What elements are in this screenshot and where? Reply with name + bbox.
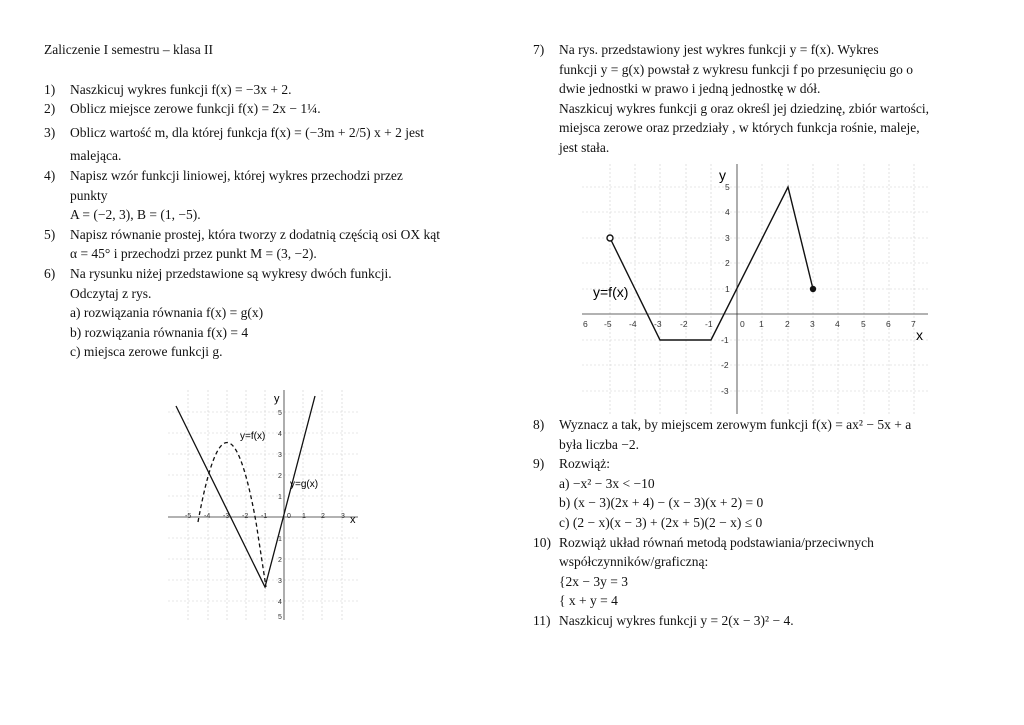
left-column: Zaliczenie I semestru – klasa II 1) Naszkicuj wykres funkcji f(x) = −3x + 2. 2) Oblicz miejsce zerowe funkcji f(x) = 2x − 1¼. 3) Oblicz wartość m, dla której funkcja f(x) = (−3m + 2/5) x + 2 jest malejąca. 4) Napisz wzór funkcji liniowej, której wykres przechodzi przez punkty A = (−2, 3), B = (1, −5). 5) Napisz równanie prostej, która tworzy z dodatnią częścią osi OX kąt α = 45° i przechodzi przez punkt M = (3, −2). 6) Na rysunku niżej przedstawione są wykresy dwóch funkcji. Odczytaj z rys. a) rozwiązania równania f(x) = g(x) b) rozwiązania równania f(x) = 4 c) miejsca zerowe funkcji g. — [44, 40, 484, 362]
y-axis-label: y — [719, 167, 726, 183]
task-2: 2) Oblicz miejsce zerowe funkcji f(x) = 2x − 1¼. — [44, 101, 321, 117]
x-tick: 6 — [886, 319, 891, 329]
x-tick: 6 — [583, 319, 588, 329]
graph-f-task7 — [578, 160, 934, 416]
task-1: 1) Naszkicuj wykres funkcji f(x) = −3x + 2. — [44, 81, 292, 97]
task-6: 6) Na rysunku niżej przedstawione są wykresy dwóch funkcji. — [44, 265, 392, 281]
x-tick: 0 — [287, 513, 291, 520]
open-endpoint — [607, 235, 613, 241]
x-tick: 7 — [911, 319, 916, 329]
y-tick: -3 — [721, 386, 729, 396]
x-tick: -5 — [604, 319, 612, 329]
y-tick: 1 — [278, 494, 282, 501]
task-10: 10) Rozwiąż układ równań metodą podstawiania/przeciwnych — [533, 534, 874, 550]
y-tick: 3 — [278, 452, 282, 459]
x-tick: -5 — [185, 513, 192, 520]
task-5: 5) Napisz równanie prostej, która tworzy z dodatnią częścią osi OX kąt — [44, 226, 440, 242]
y-tick: 2 — [278, 473, 282, 480]
x-tick: 3 — [341, 513, 345, 520]
task-4: 4) Napisz wzór funkcji liniowej, której wykres przechodzi przez — [44, 167, 403, 183]
y-tick: 4 — [278, 431, 282, 438]
x-tick: 1 — [302, 513, 306, 520]
g-label: y=g(x) — [290, 479, 319, 490]
x-tick: 3 — [810, 319, 815, 329]
y-tick: 2 — [725, 258, 730, 268]
task-3: 3) Oblicz wartość m, dla której funkcja f(x) = (−3m + 2/5) x + 2 jest — [44, 124, 424, 140]
y-tick: 4 — [725, 207, 730, 217]
x-tick: -3 — [223, 513, 230, 520]
x-tick: -2 — [242, 513, 249, 520]
y-tick: 2 — [278, 557, 282, 564]
f-label: y=f(x) — [240, 431, 266, 442]
task-3-cont: malejąca. — [70, 148, 122, 164]
closed-endpoint — [810, 286, 816, 292]
y-tick: 5 — [725, 182, 730, 192]
task-11: 11) Naszkicuj wykres funkcji y = 2(x − 3)² − 4. — [533, 612, 794, 628]
x-tick: 0 — [740, 319, 745, 329]
y-axis-label: y — [274, 393, 280, 405]
y-tick: 4 — [278, 599, 282, 606]
x-tick: 2 — [321, 513, 325, 520]
x-axis-label: x — [916, 327, 923, 343]
system-eq-2: { x + y = 4 — [559, 593, 618, 609]
graph-f-g — [168, 390, 364, 622]
task-9a: a) −x² − 3x < −10 — [559, 475, 655, 491]
x-axis-label: x — [350, 514, 356, 526]
y-tick: 5 — [278, 410, 282, 417]
right-column: 7) Na rys. przedstawiony jest wykres funkcji y = f(x). Wykres funkcji y = g(x) powstał z wykresu funkcji f po przesunięciu go o dwie jednostki w prawo i jedną jednostkę w dół. Naszkicuj wykres funkcji g oraz określ jej dziedzinę, zbiór wartości, miejsca zerowe oraz przedziały , w których funkcja rośnie, maleje, jest stała. — [533, 40, 993, 158]
x-tick: 5 — [861, 319, 866, 329]
x-tick: 1 — [759, 319, 764, 329]
task-8: 8) Wyznacz a tak, by miejscem zerowym funkcji f(x) = ax² − 5x + a — [533, 417, 912, 432]
x-tick: -1 — [705, 319, 713, 329]
page-title: Zaliczenie I semestru – klasa II — [44, 42, 214, 57]
x-tick: -4 — [204, 513, 211, 520]
y-tick: 3 — [278, 578, 282, 585]
y-tick: 3 — [725, 233, 730, 243]
y-tick: -1 — [721, 335, 729, 345]
f-line — [610, 187, 813, 340]
right-lower: 8) Wyznacz a tak, by miejscem zerowym funkcji f(x) = ax² − 5x + a była liczba −2. 9) Rozwiąż: a) −x² − 3x < −10 b) (x − 3)(2x + 4) − (x − 3)(x + 2) = 0 c) (2 − x)(x − 3) + (2x + 5)(2 − x) ≤ 0 10) Rozwiąż układ równań metodą podstawiania/przeciwnych współczynników/graficzną: {2x − 3y = 3 { x + y = 4 11) Naszkicuj wykres funkcji y = 2(x − 3)² − 4. — [533, 415, 993, 631]
y-tick: 5 — [278, 614, 282, 621]
x-tick: 4 — [835, 319, 840, 329]
f-label: y=f(x) — [593, 284, 629, 300]
x-tick: 2 — [785, 319, 790, 329]
g-line — [176, 396, 315, 587]
x-tick: -4 — [629, 319, 637, 329]
task-9: 9) Rozwiąż: — [533, 456, 610, 472]
x-tick: -2 — [680, 319, 688, 329]
y-tick: 1 — [278, 536, 282, 543]
x-tick: -1 — [261, 513, 268, 520]
task-9b: b) (x − 3)(2x + 4) − (x − 3)(x + 2) = 0 — [559, 495, 764, 511]
task-9c: c) (2 − x)(x − 3) + (2x + 5)(2 − x) ≤ 0 — [559, 514, 763, 530]
x-tick: -3 — [654, 319, 662, 329]
y-tick: -2 — [721, 360, 729, 370]
y-tick: 1 — [725, 284, 730, 294]
system-eq-1: {2x − 3y = 3 — [559, 573, 628, 589]
task-7: 7) Na rys. przedstawiony jest wykres funkcji y = f(x). Wykres — [533, 42, 879, 57]
